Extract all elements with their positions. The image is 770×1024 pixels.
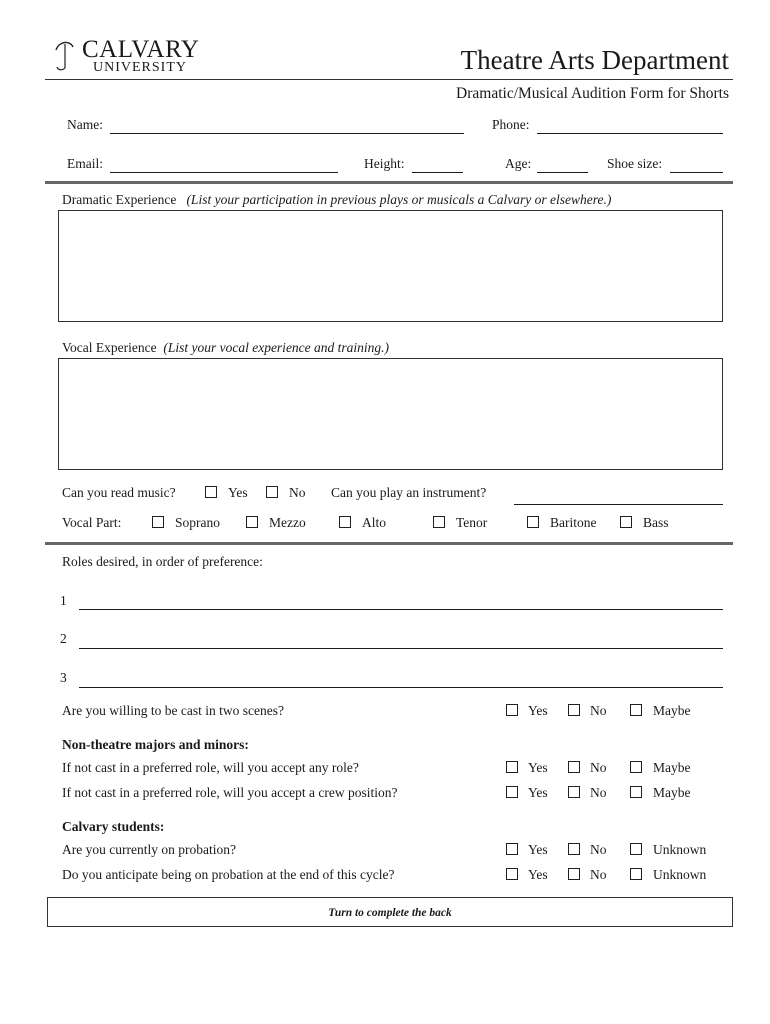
two-scenes-question: Are you willing to be cast in two scenes? [62,703,284,718]
vocal-experience-label: Vocal Experience [62,340,157,355]
any-role-no-checkbox[interactable] [568,761,580,773]
students-q2: Do you anticipate being on probation at the end of this cycle? [62,867,395,882]
two-scenes-maybe-label: Maybe [653,703,691,718]
department-title: Theatre Arts Department [460,45,729,75]
probation-now-yes-checkbox[interactable] [506,843,518,855]
crew-maybe-checkbox[interactable] [630,786,642,798]
shoe-size-label: Shoe size: [607,156,663,171]
non-theatre-q1: If not cast in a preferred role, will you accept any role? [62,760,359,775]
header-divider [45,79,733,80]
form-title: Dramatic/Musical Audition Form for Shorts [456,85,729,102]
phone-label: Phone: [492,117,530,132]
shoe-size-field[interactable] [670,172,723,173]
any-role-yes-label: Yes [528,760,548,775]
vocal-part-mezzo-label: Mezzo [269,515,306,530]
footer-note-box [47,897,733,927]
probation-now-yes-label: Yes [528,842,548,857]
role-number-1: 1 [60,593,67,608]
probation-end-unknown-checkbox[interactable] [630,868,642,880]
two-scenes-yes-checkbox[interactable] [506,704,518,716]
vocal-part-bass-label: Bass [643,515,669,530]
non-theatre-q2: If not cast in a preferred role, will you accept a crew position? [62,785,398,800]
height-field[interactable] [412,172,463,173]
roles-label: Roles desired, in order of preference: [62,554,263,569]
footer-note: Turn to complete the back [328,907,452,919]
vocal-part-mezzo-checkbox[interactable] [246,516,258,528]
vocal-experience-textarea[interactable] [58,358,723,470]
probation-now-unknown-checkbox[interactable] [630,843,642,855]
dramatic-experience-heading [62,192,611,208]
probation-end-unknown-label: Unknown [653,867,707,882]
name-label: Name: [67,117,103,132]
any-role-maybe-checkbox[interactable] [630,761,642,773]
phone-field[interactable] [537,133,723,134]
students-q1: Are you currently on probation? [62,842,236,857]
vocal-part-soprano-label: Soprano [175,515,220,530]
two-scenes-yes-label: Yes [528,703,548,718]
vocal-experience-heading [62,340,389,356]
age-field[interactable] [537,172,588,173]
probation-end-no-label: No [590,867,607,882]
crew-maybe-label: Maybe [653,785,691,800]
role-2-field[interactable] [79,648,723,649]
students-heading: Calvary students: [62,819,165,834]
read-music-question: Can you read music? [62,485,176,500]
vocal-part-alto-checkbox[interactable] [339,516,351,528]
read-music-no-checkbox[interactable] [266,486,278,498]
read-music-yes-checkbox[interactable] [205,486,217,498]
instrument-field[interactable] [514,504,723,505]
section-divider-1 [45,181,733,184]
logo [52,36,222,80]
vocal-part-tenor-label: Tenor [456,515,488,530]
probation-now-unknown-label: Unknown [653,842,707,857]
age-label: Age: [505,156,532,171]
vocal-experience-hint: (List your vocal experience and training.) [163,340,390,355]
vocal-part-baritone-label: Baritone [550,515,597,530]
vocal-part-label: Vocal Part: [62,515,122,530]
email-label: Email: [67,156,103,171]
vocal-part-bass-checkbox[interactable] [620,516,632,528]
probation-end-yes-checkbox[interactable] [506,868,518,880]
two-scenes-no-checkbox[interactable] [568,704,580,716]
read-music-yes-label: Yes [228,485,248,500]
role-number-3: 3 [60,670,67,685]
height-label: Height: [364,156,405,171]
two-scenes-no-label: No [590,703,607,718]
vocal-part-alto-label: Alto [362,515,387,530]
probation-now-no-checkbox[interactable] [568,843,580,855]
crew-yes-checkbox[interactable] [506,786,518,798]
vocal-part-soprano-checkbox[interactable] [152,516,164,528]
calvary-logo-mark-icon [52,38,76,72]
name-field[interactable] [110,133,464,134]
role-3-field[interactable] [79,687,723,688]
dramatic-experience-hint: (List your participation in previous plays or musicals a Calvary or elsewhere.) [186,192,612,207]
vocal-part-tenor-checkbox[interactable] [433,516,445,528]
probation-now-no-label: No [590,842,607,857]
role-1-field[interactable] [79,609,723,610]
read-music-no-label: No [289,485,306,500]
crew-no-checkbox[interactable] [568,786,580,798]
dramatic-experience-label: Dramatic Experience [62,192,177,207]
logo-word-university: UNIVERSITY [93,60,187,75]
any-role-maybe-label: Maybe [653,760,691,775]
section-divider-2 [45,542,733,545]
two-scenes-maybe-checkbox[interactable] [630,704,642,716]
role-number-2: 2 [60,631,67,646]
email-field[interactable] [110,172,338,173]
non-theatre-heading: Non-theatre majors and minors: [62,737,249,752]
vocal-part-baritone-checkbox[interactable] [527,516,539,528]
any-role-yes-checkbox[interactable] [506,761,518,773]
logo-word-calvary: CALVARY [82,36,200,63]
crew-yes-label: Yes [528,785,548,800]
probation-end-no-checkbox[interactable] [568,868,580,880]
any-role-no-label: No [590,760,607,775]
instrument-question: Can you play an instrument? [331,485,487,500]
dramatic-experience-textarea[interactable] [58,210,723,322]
crew-no-label: No [590,785,607,800]
probation-end-yes-label: Yes [528,867,548,882]
